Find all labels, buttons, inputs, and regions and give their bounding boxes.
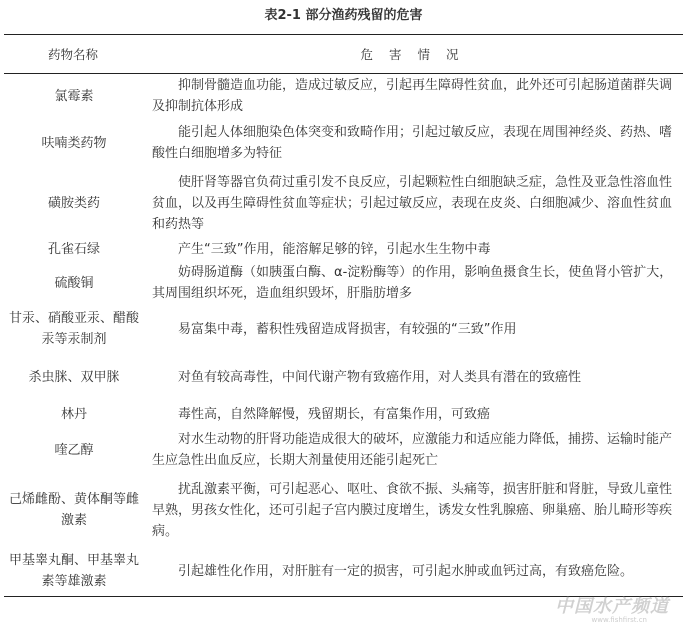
drug-name-cell: 孔雀石绿 (47, 241, 100, 257)
table-row (4, 118, 683, 168)
table-row (4, 260, 683, 306)
table-title: 表2-1 部分渔药残留的危害 (264, 8, 423, 23)
table-row (4, 546, 683, 597)
harm-cell: 引起雄性化作用，对肝脏有一定的损害，可引起水肿或血钙过高，有致癌危险。 (152, 563, 634, 579)
table-header (4, 34, 683, 74)
drug-name-cell: 氯霉素 (54, 88, 94, 104)
drug-name-cell: 呋喃类药物 (41, 135, 107, 151)
harm-cell: 对鱼有较高毒性，中间代谢产物有致癌作用，对人类具有潜在的致癌性 (152, 369, 582, 385)
drug-name-cell: 林丹 (60, 406, 87, 422)
table-row (4, 306, 683, 352)
table-row (4, 168, 683, 238)
drug-name-cell: 磺胺类药 (47, 195, 100, 211)
table-row (4, 352, 683, 402)
table-row (4, 402, 683, 426)
drug-name-cell: 己烯雌酚、黄体酮等雌激素 (8, 492, 139, 528)
drug-name-cell: 喹乙醇 (54, 442, 94, 458)
drug-name-cell: 杀虫脒、双甲脒 (28, 369, 120, 385)
harm-table (4, 34, 683, 597)
table-row (4, 238, 683, 260)
harm-cell: 易富集中毒，蓄积性残留造成肾损害，有较强的“三致”作用 (152, 321, 517, 337)
harm-cell: 使肝肾等器官负荷过重引发不良反应，引起颗粒性白细胞缺乏症，急性及亚急性溶血性贫血，以及再生障碍性贫血等症状；引起过敏反应，表现在皮炎、白细胞减少、溶血性贫血和药热等 (152, 174, 673, 232)
drug-name-cell: 甘汞、硝酸亚汞、醋酸汞等汞制剂 (8, 311, 139, 347)
table-row (4, 474, 683, 546)
harm-cell: 能引起人体细胞染色体突变和致畸作用；引起过敏反应，表现在周围神经炎、药热、嗜酸性白细胞增多为特征 (152, 125, 673, 161)
watermark-url: www.fishfirst.cn (591, 616, 647, 624)
harm-cell: 产生“三致”作用，能溶解足够的锌，引起水生生物中毒 (152, 241, 491, 257)
harm-cell: 抑制骨髓造血功能，造成过敏反应，引起再生障碍性贫血，此外还可引起肠道菌群失调及抑制抗体形成 (152, 78, 673, 114)
harm-cell: 对水生动物的肝肾功能造成很大的破坏，应激能力和适应能力降低，捕捞、运输时能产生应急性出血反应，长期大剂量使用还能引起死亡 (152, 432, 673, 468)
header-harm: 危 害 情 况 (360, 47, 465, 62)
watermark-logo: 中国水产频道 (555, 596, 669, 617)
harm-cell: 妨碍肠道酶（如胰蛋白酶、α-淀粉酶等）的作用，影响鱼摄食生长，使鱼肾小管扩大，其周围组织坏死，造血组织毁坏，肝脂肪增多 (152, 265, 673, 301)
harm-cell: 毒性高，自然降解慢，残留期长，有富集作用，可致癌 (152, 406, 491, 422)
harm-cell: 扰乱激素平衡，可引起恶心、呕吐、食欲不振、头痛等，损害肝脏和肾脏，导致儿童性早熟，男孩女性化，还可引起子宫内膜过度增生，诱发女性乳腺癌、卵巢癌、胎儿畸形等疾病。 (152, 481, 673, 539)
table-row (4, 426, 683, 474)
drug-name-cell: 硫酸铜 (54, 275, 94, 291)
table-row (4, 74, 683, 118)
drug-name-cell: 甲基睾丸酮、甲基睾丸素等雄激素 (8, 553, 139, 589)
header-drug-name: 药物名称 (47, 47, 98, 62)
